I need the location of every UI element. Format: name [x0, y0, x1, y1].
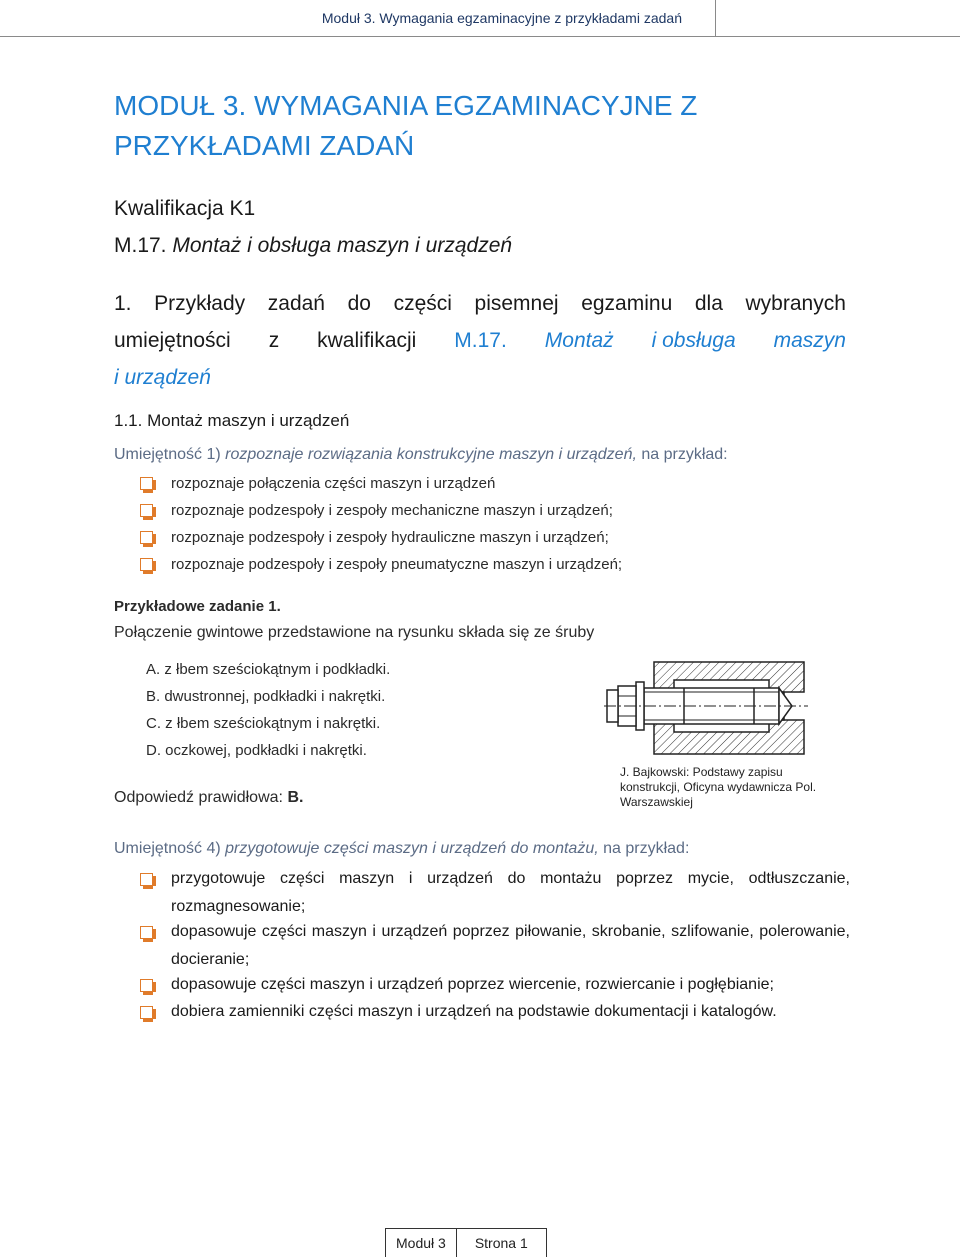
- skill-4-heading: Umiejętność 4) przygotowuje części maszyn i urządzeń do montażu, na przykład:: [114, 840, 690, 857]
- list-item: przygotowuje części maszyn i urządzeń do montażu poprzez mycie, odtłuszczanie, rozmagnesowanie;: [140, 865, 850, 921]
- running-header: Moduł 3. Wymagania egzaminacyjne z przykładami zadań: [321, 10, 682, 26]
- task-option-c: C. z łbem sześciokątnym i nakrętki.: [146, 715, 381, 732]
- page-title: MODUŁ 3. WYMAGANIA EGZAMINACYJNE Z PRZYKŁADAMI ZADAŃ: [114, 90, 698, 161]
- list-item: dobiera zamienniki części maszyn i urządzeń na podstawie dokumentacji i katalogów.: [140, 998, 850, 1026]
- task-answer: Odpowiedź prawidłowa: B.: [114, 789, 304, 806]
- checkbox-bullet-icon: [140, 531, 153, 544]
- module-line: [114, 234, 512, 258]
- threaded-joint-drawing: [604, 658, 810, 760]
- list-item: rozpoznaje podzespoły i zespoły pneumatyczne maszyn i urządzeń;: [140, 556, 622, 573]
- list-item: dopasowuje części maszyn i urządzeń poprzez wiercenie, rozwiercanie i pogłębianie;: [140, 971, 850, 999]
- checkbox-bullet-icon: [140, 558, 153, 571]
- section-heading-line-3: i urządzeń: [114, 366, 211, 389]
- task-option-b: B. dwustronnej, podkładki i nakrętki.: [146, 688, 386, 705]
- footer-page-number: Strona 1: [457, 1228, 547, 1257]
- module-name: Montaż i obsługa maszyn i urządzeń: [172, 234, 513, 257]
- footer-module: Moduł 3: [385, 1228, 457, 1257]
- checkbox-bullet-icon: [140, 477, 153, 490]
- module-code: M.17.: [114, 234, 167, 257]
- checkbox-bullet-icon: [140, 926, 153, 939]
- task-label: Przykładowe zadanie 1.: [114, 598, 281, 615]
- subsection-title: 1.1. Montaż maszyn i urządzeń: [114, 411, 350, 430]
- list-item: rozpoznaje podzespoły i zespoły hydrauliczne maszyn i urządzeń;: [140, 529, 609, 546]
- list-item: rozpoznaje podzespoły i zespoły mechaniczne maszyn i urządzeń;: [140, 502, 613, 519]
- task-option-a: A. z łbem sześciokątnym i podkładki.: [146, 661, 391, 678]
- qualification-label: Kwalifikacja K1: [114, 197, 256, 220]
- list-item: dopasowuje części maszyn i urządzeń poprzez piłowanie, skrobanie, szlifowanie, polerowanie, docieranie;: [140, 918, 850, 974]
- skill-1-heading: Umiejętność 1) rozpoznaje rozwiązania konstrukcyjne maszyn i urządzeń, na przykład:: [114, 446, 728, 463]
- header-divider-tick: [715, 0, 716, 36]
- section-heading: [114, 285, 846, 396]
- task-question: Połączenie gwintowe przedstawione na rysunku składa się ze śruby: [114, 624, 595, 641]
- page-footer: [385, 1228, 547, 1257]
- checkbox-bullet-icon: [140, 873, 153, 886]
- header-rule: [0, 36, 960, 37]
- checkbox-bullet-icon: [140, 504, 153, 517]
- checkbox-bullet-icon: [140, 1006, 153, 1019]
- list-item: rozpoznaje połączenia części maszyn i urządzeń: [140, 475, 495, 492]
- section-heading-line-2: umiejętności z kwalifikacji M.17. Montaż i obsługa maszyn: [114, 329, 846, 352]
- section-heading-line-1: 1. Przykłady zadań do części pisemnej egzaminu dla wybranych: [114, 292, 846, 315]
- drawing-caption: J. Bajkowski: Podstawy zapisu konstrukcji, Oficyna wydawnicza Pol. Warszawskiej: [620, 765, 817, 809]
- checkbox-bullet-icon: [140, 979, 153, 992]
- task-option-d: D. oczkowej, podkładki i nakrętki.: [146, 742, 367, 759]
